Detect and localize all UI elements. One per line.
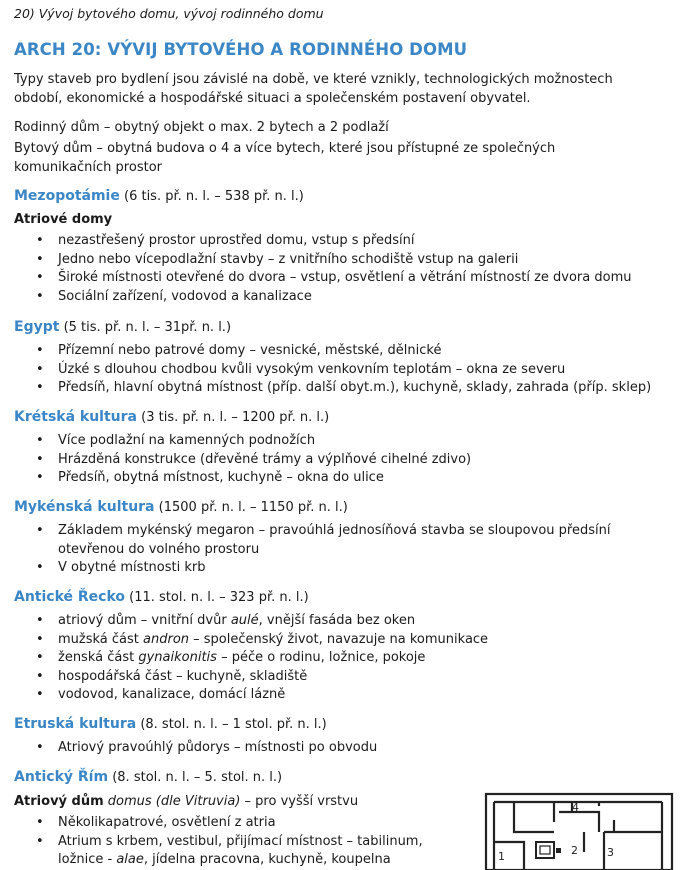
section-name: Antické Řecko — [14, 589, 126, 605]
plan-label-1: 1 — [498, 850, 505, 863]
bullet-list-mykenska — [0, 522, 610, 578]
impluvium-shape — [536, 842, 554, 858]
bullet-list-rim — [0, 814, 423, 870]
list-item: • Základem mykénský megaron – pravoúhlá jednosíňová stavba se sloupovou předsíní — [0, 522, 610, 541]
plan-label-4: 4 — [572, 801, 579, 814]
definition-apartment-house-1: Bytový dům – obytná budova o 4 a více bytech, které jsou přístupné ze společných — [14, 141, 556, 156]
bullet-icon: • — [36, 361, 44, 377]
definition-apartment-house-2: komunikačních prostor — [14, 160, 162, 175]
section-heading-mykenska — [14, 498, 348, 517]
list-item: • Jedno nebo vícepodlažní stavby – z vnitřního schodiště vstup na galerii — [0, 251, 631, 270]
bullet-icon: • — [36, 523, 44, 538]
bullet-icon: • — [36, 470, 44, 486]
section-period: (3 tis. př. n. l. – 1200 př. n. l.) — [141, 410, 330, 425]
bullet-icon: • — [36, 380, 44, 396]
list-item: • Široké místnosti otevřené do dvora – vstup, osvětlení a větrání místností ze dvora domu — [0, 269, 631, 288]
section-heading-egypt — [14, 318, 231, 337]
list-item: • Úzké s dlouhou chodbou kvůli vysokým venkovním teplotám – okna ze severu — [0, 361, 651, 380]
intro-line-2: období, ekonomické a hospodářské situaci a společenském postavení obyvatel. — [14, 91, 531, 106]
list-item: • vodovod, kanalizace, domácí lázně — [0, 686, 488, 705]
list-item-continuation: otevřenou do volného prostoru — [58, 541, 260, 557]
section-period: (5 tis. př. n. l. – 31př. n. l.) — [63, 320, 232, 335]
bullet-icon: • — [36, 251, 44, 267]
section-period: (1500 př. n. l. – 1150 př. n. l.) — [158, 500, 348, 515]
bullet-icon: • — [36, 270, 44, 286]
list-item-continuation: ložnice - alae, jídelna pracovna, kuchyně, koupelna — [58, 852, 391, 868]
bullet-list-egypt — [0, 342, 651, 398]
bullet-icon: • — [36, 451, 44, 467]
bullet-icon: • — [36, 433, 44, 448]
list-item: • Předsíň, obytná místnost, kuchyně – okna do ulice — [0, 469, 471, 488]
roman-house-floor-plan — [484, 792, 674, 870]
bullet-icon: • — [36, 668, 44, 684]
bullet-icon: • — [36, 740, 44, 755]
bullet-icon: • — [36, 343, 44, 358]
bullet-icon: • — [36, 233, 44, 248]
list-item: • ženská část gynaikonitis – péče o rodinu, ložnice, pokoje — [0, 649, 488, 668]
subheading-atriove-domy: Atriové domy — [14, 212, 113, 227]
page-title: ARCH 20: VÝVIJ BYTOVÉHO A RODINNÉHO DOMU — [14, 40, 468, 59]
bullet-list-etruska — [0, 739, 377, 758]
list-item: • Více podlažní na kamenných podnožích — [0, 432, 471, 451]
section-period: (6 tis. př. n. l. – 538 př. n. l.) — [124, 189, 304, 204]
list-item: • Atrium s krbem, vestibul, přijímací místnost – tabilinum, — [0, 833, 423, 852]
bullet-list-kretska — [0, 432, 471, 488]
bullet-list-recko — [0, 612, 488, 705]
section-period: (8. stol. n. l. – 1 stol. př. n. l.) — [140, 717, 327, 732]
list-item: • atriový dům – vnitřní dvůr aulé, vnější fasáda bez oken — [0, 612, 488, 631]
list-item: • nezastřešený prostor uprostřed domu, vstup s předsíní — [0, 232, 631, 251]
list-item: • Několikapatrové, osvětlení z atria — [0, 814, 423, 833]
section-heading-mezopotamie — [14, 187, 304, 206]
section-period: (8. stol. n. l. – 5. stol. n. l.) — [112, 770, 283, 785]
section-period: (11. stol. n. l. – 323 př. n. l.) — [129, 590, 309, 605]
list-item: • V obytné místnosti krb — [0, 559, 610, 578]
section-name: Egypt — [14, 319, 60, 335]
section-name: Etruská kultura — [14, 716, 137, 732]
definition-family-house: Rodinný dům – obytný objekt o max. 2 bytech a 2 podlaží — [14, 120, 389, 135]
list-item: • Předsíň, hlavní obytná místnost (příp. další obyt.m.), kuchyně, sklady, zahrada (příp. sklep) — [0, 379, 651, 398]
bullet-icon: • — [36, 833, 44, 849]
list-item: • Sociální zařízení, vodovod a kanalizace — [0, 288, 631, 307]
section-heading-etruska — [14, 715, 327, 734]
bullet-icon: • — [36, 288, 44, 304]
bullet-icon: • — [36, 650, 44, 666]
section-name: Antický Řím — [14, 769, 109, 785]
bullet-icon: • — [36, 687, 44, 703]
bullet-icon: • — [36, 815, 44, 830]
list-item: • Hrázděná konstrukce (dřevěné trámy a výplňové cihelné zdivo) — [0, 451, 471, 470]
list-item: • Přízemní nebo patrové domy – vesnické, městské, dělnické — [0, 342, 651, 361]
plan-label-3: 3 — [607, 846, 614, 859]
intro-line-1: Typy staveb pro bydlení jsou závislé na době, ve které vznikly, technologických možnostech — [14, 72, 613, 87]
section-name: Mezopotámie — [14, 188, 120, 204]
plan-label-2: 2 — [571, 844, 578, 857]
bullet-icon: • — [36, 613, 44, 628]
section-heading-kretska — [14, 408, 329, 427]
list-item: • hospodářská část – kuchyně, skladiště — [0, 668, 488, 687]
section-heading-rim — [14, 768, 282, 787]
section-heading-recko — [14, 588, 309, 607]
bullet-list-mezopotamie — [0, 232, 631, 306]
bullet-icon: • — [36, 631, 44, 647]
section-name: Mykénská kultura — [14, 499, 155, 515]
section-name: Krétská kultura — [14, 409, 137, 425]
bullet-icon: • — [36, 560, 44, 576]
subheading-atriovy-dum: Atriový dům domus (dle Vitruvia) – pro vyšší vrstvu — [14, 794, 359, 809]
page-header: 20) Vývoj bytového domu, vývoj rodinného domu — [14, 6, 324, 21]
list-item: • Atriový pravoúhlý půdorys – místnosti po obvodu — [0, 739, 377, 758]
list-item: • mužská část andron – společenský život, navazuje na komunikace — [0, 631, 488, 650]
